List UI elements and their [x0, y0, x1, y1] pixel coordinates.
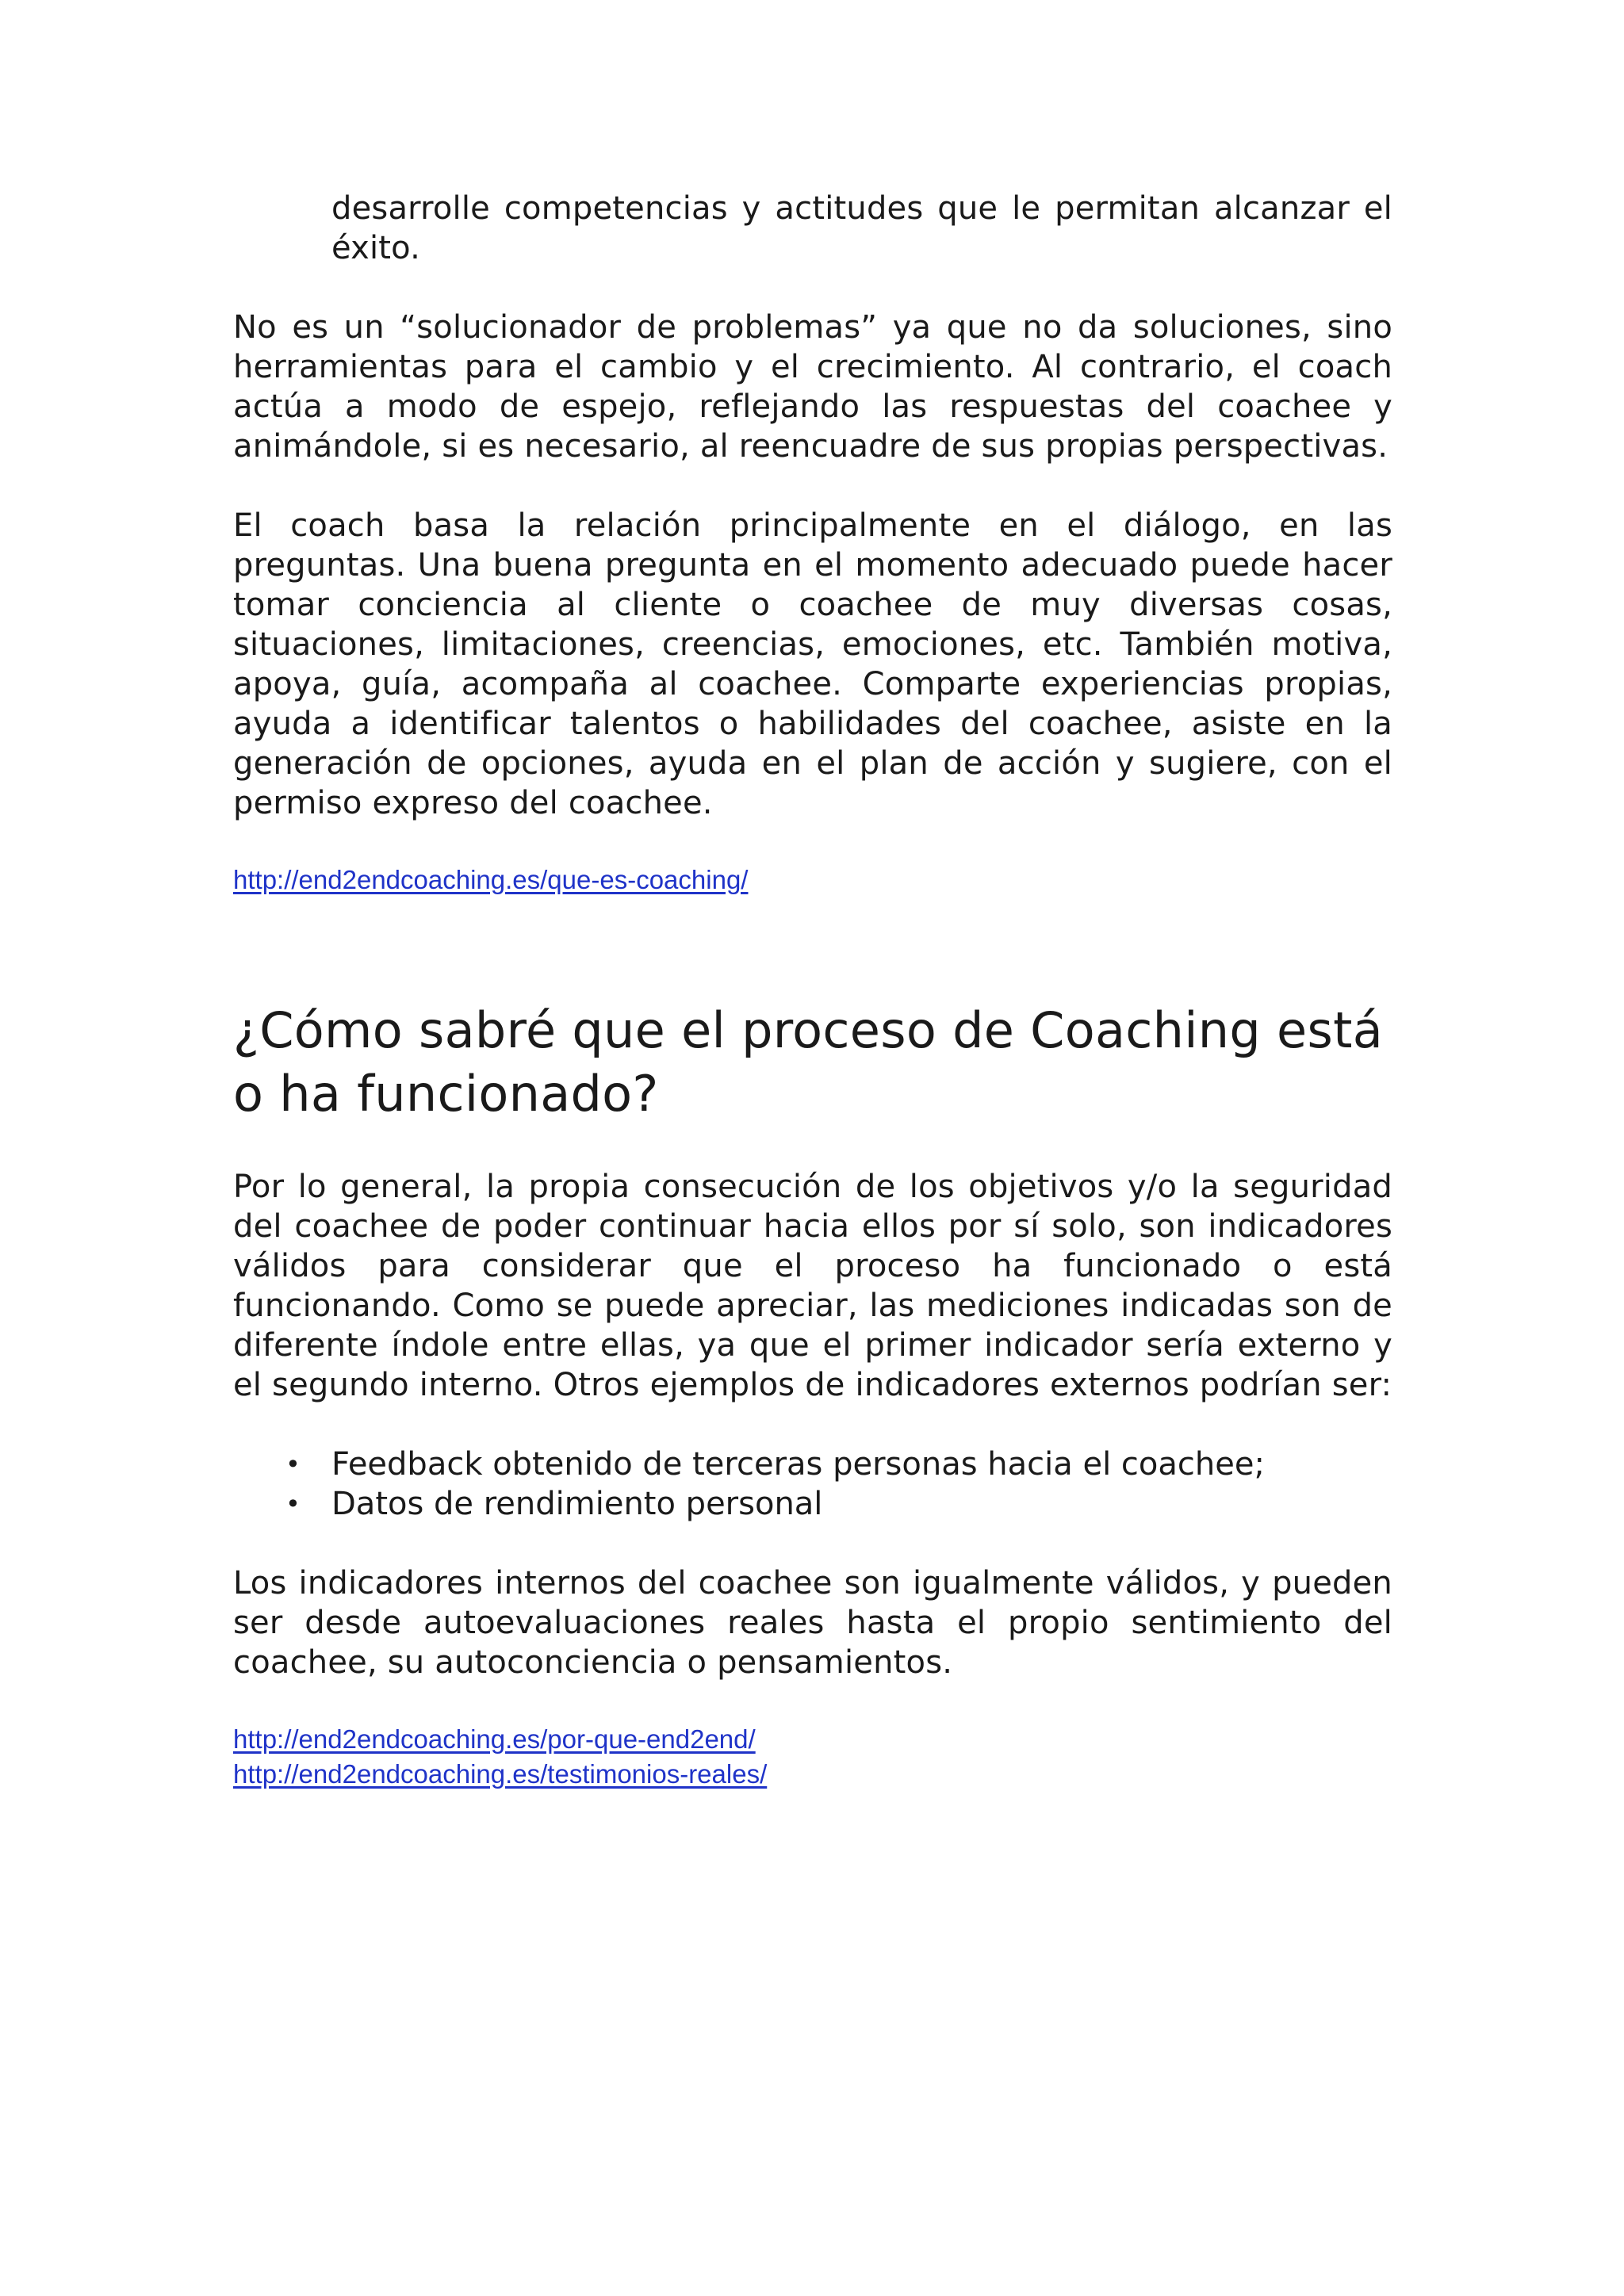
paragraph-solucionador: No es un “solucionador de problemas” ya que no da soluciones, sino herramientas para el cambio y el crecimiento. Al contrario, el coach actúa a modo de espejo, reflejando las respuestas del coachee y animándole, si es necesario, al reencuadre de sus propias perspectivas. [233, 309, 1392, 465]
paragraph-indicadores-internos: Los indicadores internos del coachee son igualmente válidos, y pueden ser desde autoevaluaciones reales hasta el propio sentimiento del coachee, su autoconciencia o pensamientos. [233, 1565, 1392, 1681]
list-item-text: Datos de rendimiento personal [331, 1486, 823, 1522]
bullet-icon: • [285, 1449, 301, 1479]
link-por-que-end2end[interactable]: http://end2endcoaching.es/por-que-end2end/ [233, 1724, 756, 1754]
page-content [233, 189, 1392, 1792]
link-testimonios-reales[interactable]: http://end2endcoaching.es/testimonios-reales/ [233, 1759, 768, 1789]
list-item [285, 1484, 1392, 1524]
indented-paragraph: desarrolle competencias y actitudes que le permitan alcanzar el éxito. [331, 190, 1392, 266]
section-heading: ¿Cómo sabré que el proceso de Coaching está o ha funcionado? [233, 1001, 1384, 1123]
list-item-text: Feedback obtenido de terceras personas hacia el coachee; [331, 1446, 1265, 1483]
link-que-es-coaching[interactable]: http://end2endcoaching.es/que-es-coaching/ [233, 865, 749, 894]
paragraph-coach-dialogo: El coach basa la relación principalmente en el diálogo, en las preguntas. Una buena pregunta en el momento adecuado puede hacer tomar conciencia al cliente o coachee de muy diversas cosas, situaciones, limitaciones, creencias, emociones, etc. También motiva, apoya, guía, acompaña al coachee. Comparte experiencias propias, ayuda a identificar talentos o habilidades del coachee, asiste en la generación de opciones, ayuda en el plan de acción y sugiere, con el permiso expreso del coachee. [233, 507, 1392, 821]
bullet-list [233, 1445, 1392, 1524]
list-item [285, 1445, 1392, 1484]
paragraph-indicadores: Por lo general, la propia consecución de los objetivos y/o la seguridad del coachee de poder continuar hacia ellos por sí solo, son indicadores válidos para considerar que el proceso ha funcionado o está funcionando. Como se puede apreciar, las mediciones indicadas son de diferente índole entre ellas, ya que el primer indicador sería externo y el segundo interno. Otros ejemplos de indicadores externos podrían ser: [233, 1169, 1392, 1403]
bullet-icon: • [285, 1489, 301, 1519]
